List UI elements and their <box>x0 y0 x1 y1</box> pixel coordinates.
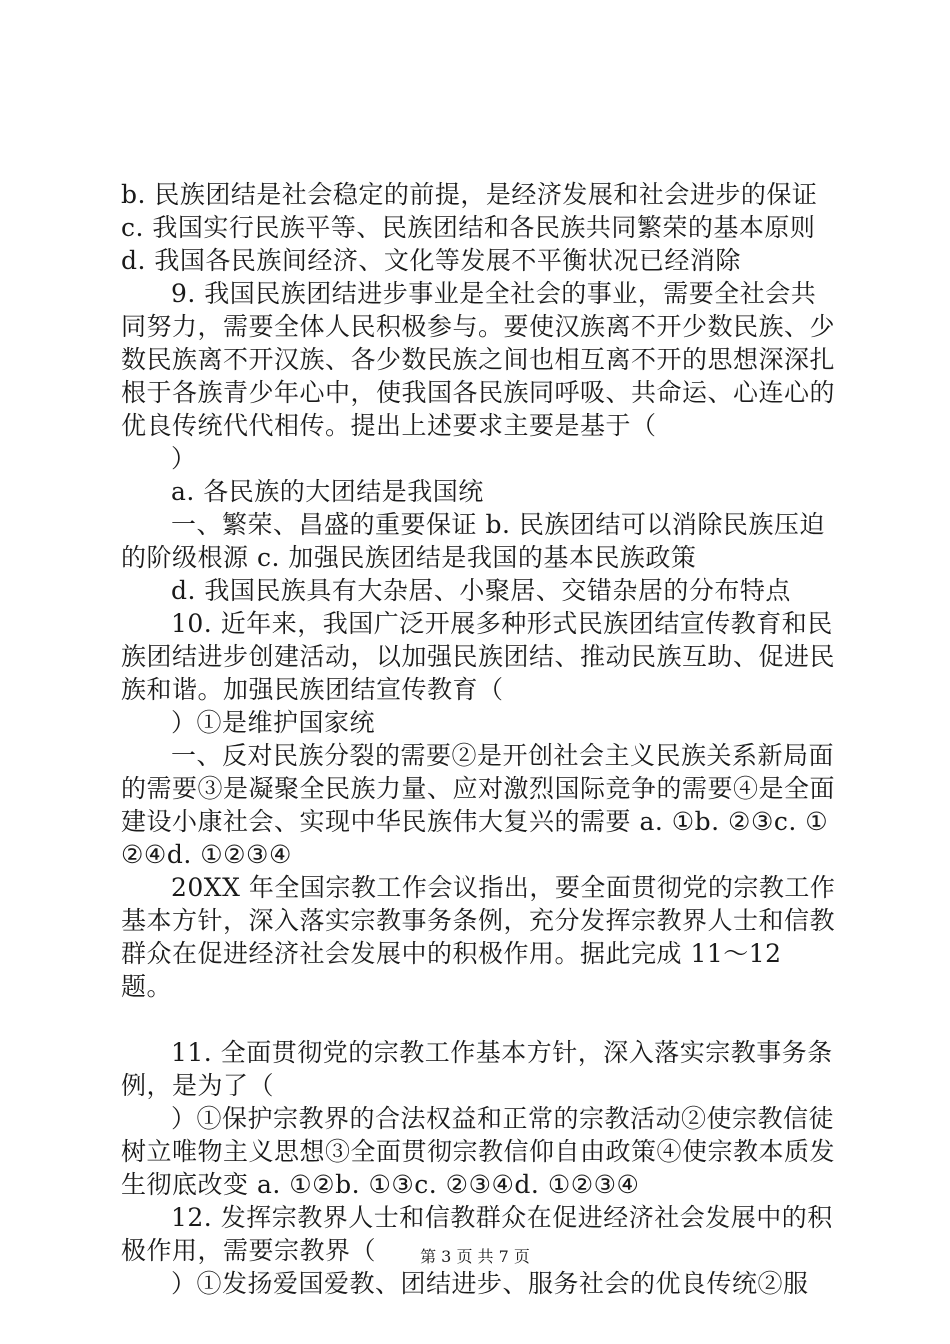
question-11-options: ）①保护宗教界的合法权益和正常的宗教活动②使宗教信徒树立唯物主义思想③全面贯彻宗教信仰自由政策④使宗教本质发生彻底改变 a. ①②b. ①③c. ②③④d. ①②③④ <box>121 1104 836 1199</box>
question-9-bracket: ） <box>171 444 197 473</box>
document-body <box>121 178 841 1300</box>
question-10-options: 一、反对民族分裂的需要②是开创社会主义民族关系新局面的需要③是凝聚全民族力量、应对激烈国际竞争的需要④是全面建设小康社会、实现中华民族伟大复兴的需要 a. ①b. ②③c. ①②④d. ①②③④ <box>121 741 836 869</box>
question-9-options-cont: 一、繁荣、昌盛的重要保证 b. 民族团结可以消除民族压迫的阶级根源 c. 加强民族团结是我国的基本民族政策 <box>121 510 825 572</box>
question-10: 10. 近年来，我国广泛开展多种形式民族团结宣传教育和民族团结进步创建活动，以加强民族团结、推动民族互助、促进民族和谐。加强民族团结宣传教育（ <box>121 609 836 704</box>
option-b-line: b. 民族团结是社会稳定的前提，是经济发展和社会进步的保证 <box>121 180 818 209</box>
blank-line <box>121 1003 841 1036</box>
question-12: 12. 发挥宗教界人士和信教群众在促进经济社会发展中的积极作用，需要宗教界（ <box>121 1203 833 1265</box>
question-9-option-d: d. 我国民族具有大杂居、小聚居、交错杂居的分布特点 <box>171 576 791 605</box>
option-d-line: d. 我国各民族间经济、文化等发展不平衡状况已经消除 <box>121 246 741 275</box>
question-11: 11. 全面贯彻党的宗教工作基本方针，深入落实宗教事务条例，是为了（ <box>121 1038 833 1100</box>
material-intro: 20XX 年全国宗教工作会议指出，要全面贯彻党的宗教工作基本方针，深入落实宗教事务条例，充分发挥宗教界人士和信教群众在促进经济社会发展中的积极作用。据此完成 11～12 题。 <box>121 873 836 1001</box>
question-9-option-a: a. 各民族的大团结是我国统 <box>171 477 484 506</box>
page-footer: 第 3 页 共 7 页 <box>420 1247 530 1266</box>
question-10-bracket: ）①是维护国家统 <box>171 708 376 737</box>
question-12-options: ）①发扬爱国爱教、团结进步、服务社会的优良传统②服 <box>171 1269 809 1298</box>
question-9: 9. 我国民族团结进步事业是全社会的事业，需要全社会共同努力，需要全体人民积极参与。要使汉族离不开少数民族、少数民族离不开汉族、各少数民族之间也相互离不开的思想深深扎根于各族青少年心中，使我国各民族同呼吸、共命运、心连心的优良传统代代相传。提出上述要求主要是基于（ <box>121 279 836 440</box>
option-c-line: c. 我国实行民族平等、民族团结和各民族共同繁荣的基本原则 <box>121 213 816 242</box>
